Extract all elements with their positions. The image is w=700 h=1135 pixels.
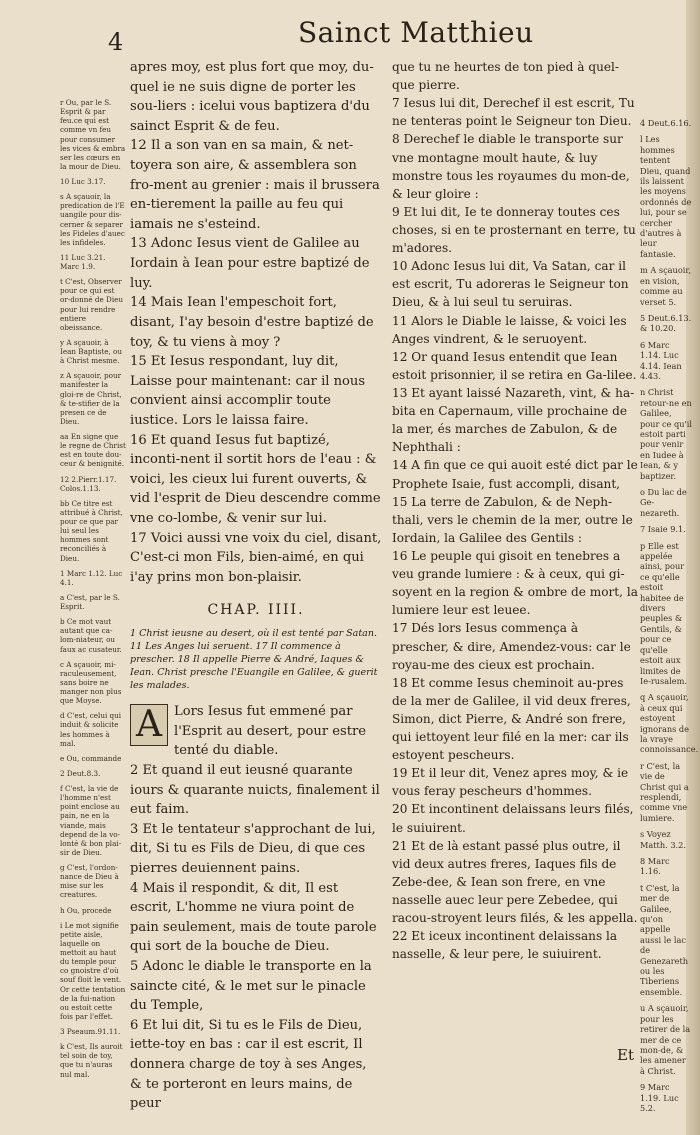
verse: 5 Adonc le diable le transporte en la saincte cité, & le met sur le pinacle du Temple,: [130, 958, 372, 1014]
margin-note: aa En signe que le regne de Christ est en toute dou-ceur & benignité.: [60, 432, 126, 469]
verse: 17 Voici aussi vne voix du ciel, disant, C'est-ci mon Fils, bien-aimé, en qui i'ay prins mon bon-plaisir.: [130, 530, 382, 585]
left-margin-notes: [60, 98, 126, 1085]
right-verses: [392, 58, 638, 963]
verse: 21 Et de là estant passé plus outre, il vid deux autres freres, Iaques fils de Zebe-dee, & Iean son frere, en vne nasselle auec leur pere Zebedee, qui racou-stroyent leurs filés, & les appella.: [392, 838, 638, 926]
margin-note: t C'est, la mer de Galilee, qu'on appelle aussi le lac de Genezareth ou les Tiberiens ensemble.: [640, 882, 689, 997]
margin-note: 10 Luc 3.17.: [60, 177, 106, 186]
margin-note: b Ce mot vaut autant que ca-lom-niateur, ou faux ac cusateur.: [60, 617, 122, 654]
verse: 9 Et lui dit, Ie te donneray toutes ces choses, si en te prosternant en terre, tu m'adores.: [392, 204, 636, 256]
margin-note: g C'est, l'ordon-nance de Dieu à mise sur les creatures.: [60, 863, 119, 900]
catchword: Et: [617, 1046, 634, 1064]
verse: 4 Mais il respondit, & dit, Il est escrit, L'homme ne viura point de pain seulement, mais de toute parole qui sort de la bouche de Dieu.: [130, 880, 377, 955]
margin-note: h Ou, procede: [60, 905, 112, 915]
verse: 16 Le peuple qui gisoit en tenebres a veu grande lumiere : & à ceux, qui gi-soyent en la region & ombre de mort, la lumiere leur est leuee.: [392, 548, 638, 618]
margin-note: r Ou, par le S. Esprit & par feu.ce qui est comme vn feu pour consumer les vices & embra ser les cœurs en la mour de Dieu.: [60, 98, 126, 171]
verse: Lors Iesus fut emmené par l'Esprit au desert, pour estre tenté du diable.: [174, 704, 367, 759]
margin-note: m A sçauoir, en vision, comme au verset 5.: [640, 265, 691, 307]
verse: apres moy, est plus fort que moy, du-quel ie ne suis digne de porter les sou-liers : icelui vous baptizera d'du sainct Esprit & de feu.: [130, 60, 374, 134]
margin-note: 2 Deut.8.3.: [60, 768, 101, 778]
margin-note: c A sçauoir, mi-raculeusement, sans boire ne manger non plus que Moyse.: [60, 659, 122, 706]
chapter-heading: CHAP. IIII.: [207, 602, 305, 619]
margin-note: 12 2.Pierr.1.17. Colos.1.13.: [60, 474, 117, 493]
margin-note: 1 Marc 1.12. Luc 4.1.: [60, 568, 123, 587]
margin-note: u A sçauoir, pour les retirer de la mer de ce mon-de, & les amener à Christ.: [640, 1003, 691, 1076]
verse: 14 A fin que ce qui auoit esté dict par le Prophete Isaie, fust accompli, disant,: [392, 458, 638, 491]
margin-note: o Du lac de Ge-nezareth.: [640, 487, 687, 518]
margin-note: 3 Pseaum.91.11.: [60, 1027, 121, 1036]
margin-note: k C'est, Ils auroit tel soin de toy, que tu n'auras nul mal.: [60, 1042, 123, 1079]
margin-note: y A sçauoir, à Iean Baptiste, ou à Christ mesme.: [60, 337, 123, 366]
verse: 2 Et quand il eut ieusné quarante iours & quarante nuicts, finalement il eut faim.: [130, 762, 380, 818]
verse: 15 La terre de Zabulon, & de Neph-thali, vers le chemin de la mer, outre le Iordain, la Galilee des Gentils :: [392, 494, 633, 545]
margin-note: bb Ce titre est attribué à Christ, pour ce que par lui seul les hommes sont reconciliés à Dieu.: [60, 498, 123, 563]
margin-note: p Elle est appelée ainsi, pour ce qu'elle estoit habitee de divers peuples & Gentils, & pour ce qu'elle estoit aux limites de Ie-rusalem.: [640, 540, 687, 686]
margin-note: d C'est, celui qui induit & solicite les hommes à mal.: [60, 711, 122, 748]
margin-note: q A sçauoir, à ceux qui estoyent ignorans de la vraye connoissance.: [640, 692, 699, 755]
margin-note: e Ou, commande: [60, 753, 122, 763]
chapter-argument: 1 Christ ieusne au desert, où il est tenté par Satan. 11 Les Anges lui seruent. 17 Il commence à prescher. 18 Il appelle Pierre & André, Iaques & Iean. Christ presche l'Euangile en Galilee, & guerit les malades.: [130, 628, 378, 692]
verse: 7 Iesus lui dit, Derechef il est escrit, Tu ne tenteras point le Seigneur ton Dieu.: [392, 96, 635, 129]
verse: 3 Et le tentateur s'approchant de lui, dit, Si tu es Fils de Dieu, di que ces pierres deuiennent pains.: [130, 821, 376, 876]
margin-note: s Voyez Matth. 3.2.: [640, 829, 686, 850]
margin-note: 8 Marc 1.16.: [640, 856, 670, 877]
drop-cap: A: [130, 704, 168, 746]
margin-note: r C'est, la vie de Christ qui a resplendi, comme vne lumiere.: [640, 760, 689, 823]
margin-note: t C'est, Observer pour ce qui est or-donné de Dieu pour lui rendre entiere obeissance.: [60, 277, 123, 332]
verse: que tu ne heurtes de ton pied à quel-que pierre.: [392, 60, 619, 93]
verse: 17 Dés lors Iesus commença à prescher, & dire, Amendez-vous: car le royau-me des cieux est prochain.: [392, 621, 631, 672]
margin-note: 5 Deut.6.13. & 10.20.: [640, 312, 692, 334]
margin-note: z A sçauoir, pour manifester la gloi-re de Christ, & te-stifier de la presen ce de Dieu.: [60, 371, 122, 426]
verse: 20 Et incontinent delaissans leurs filés, le suiuirent.: [392, 802, 634, 835]
running-head: Sainct Matthieu: [298, 16, 534, 49]
margin-note: 6 Marc 1.14. Luc 4.14. Iean 4.43.: [640, 339, 682, 381]
margin-note: a C'est, par le S. Esprit.: [60, 592, 120, 611]
verse: 19 Et il leur dit, Venez apres moy, & ie vous feray pescheurs d'hommes.: [392, 766, 629, 799]
verse: 11 Alors le Diable le laisse, & voici les Anges vindrent, & le seruoyent.: [392, 313, 627, 346]
verse: 14 Mais Iean l'empeschoit fort, disant, I'ay besoin d'estre baptizé de toy, & tu viens à moy ?: [130, 295, 374, 350]
verse: 18 Et comme Iesus cheminoit au-pres de la mer de Galilee, il vid deux freres, Simon, dict Pierre, & André son frere, qui iettoyent leur filé en la mer: car ils estoyent pescheurs.: [392, 675, 631, 763]
margin-note: i Le mot signifie petite aisle, laquelle on mettoit au haut du temple pour co gnoistre d'où souf floit le vent. Or cette tentation de la fui-nation ou estoit cette fois par l'effet.: [60, 920, 126, 1021]
folio-number: 4: [108, 28, 124, 56]
verse: 12 Il a son van en sa main, & net-toyera son aire, & assemblera son fro-ment au grenier : mais il brussera en-tierement la paille au feu qui iamais ne s'esteind.: [130, 138, 380, 232]
margin-note: 9 Marc 1.19. Luc 5.2.: [640, 1082, 679, 1113]
verse: 13 Et ayant laissé Nazareth, vint, & ha-bita en Capernaum, ville prochaine de la mer, és marches de Zabulon, & de Nephthali :: [392, 385, 635, 455]
verse: 8 Derechef le diable le transporte sur vne montagne moult haute, & luy monstre tous les royaumes du mon-de, & leur gloire :: [392, 132, 630, 201]
verse: 16 Et quand Iesus fut baptizé, inconti-nent il sortit hors de l'eau : & voici, les cieux lui furent ouverts, & vid l'esprit de Dieu descendre comme vne co-lombe, & venir sur lui.: [130, 432, 381, 527]
margin-note: 11 Luc 3.21. Marc 1.9.: [60, 252, 106, 271]
margin-note: 4 Deut.6.16.: [640, 118, 692, 128]
margin-note: f C'est, la vie de l'homme n'est point enclose au pain, ne en la viande, mais depend de la vo-lonté & bon plai-sir de Dieu.: [60, 784, 122, 857]
margin-note: n Christ retour-ne en Galilee, pour ce qu'il estoit parti pour venir en Iudee à Iean, & y baptizer.: [640, 387, 692, 481]
verse: 6 Et lui dit, Si tu es le Fils de Dieu, iette-toy en bas : car il est escrit, Il donnera charge de toy à ses Anges, & te porteront en leurs mains, de peur: [130, 1017, 367, 1112]
margin-note: s A sçauoir, la predication de l'E uangile pour dis-cerner & separer les Fideles d'auec les infideles.: [60, 192, 125, 247]
left-verses-before: [130, 58, 382, 587]
left-verses-after: [130, 702, 382, 1114]
right-column: [392, 58, 638, 963]
verse: 22 Et iceux incontinent delaissans la nasselle, & leur pere, le suiuirent.: [392, 929, 618, 962]
verse: 10 Adonc Iesus lui dit, Va Satan, car il est escrit, Tu adoreras le Seigneur ton Dieu, & à lui seul tu seruiras.: [392, 259, 629, 310]
chapter-opening: [130, 702, 382, 1114]
left-column: [130, 58, 382, 1114]
verse: 13 Adonc Iesus vient de Galilee au Iordain à Iean pour estre baptizé de luy.: [130, 236, 370, 291]
margin-note: 7 Isaie 9.1.: [640, 524, 686, 535]
verse: 15 Et Iesus respondant, luy dit, Laisse pour maintenant: car il nous convient ainsi accomplir toute iustice. Lors le laissa faire.: [130, 354, 366, 428]
verse: 12 Or quand Iesus entendit que Iean estoit prisonnier, il se retira en Ga-lilee.: [392, 349, 637, 382]
margin-note: l Les hommes tentent Dieu, quand ils laissent les moyens ordonnés de lui, pour se cercher d'autres à leur fantasie.: [640, 134, 692, 259]
right-margin-notes: [640, 118, 699, 1119]
